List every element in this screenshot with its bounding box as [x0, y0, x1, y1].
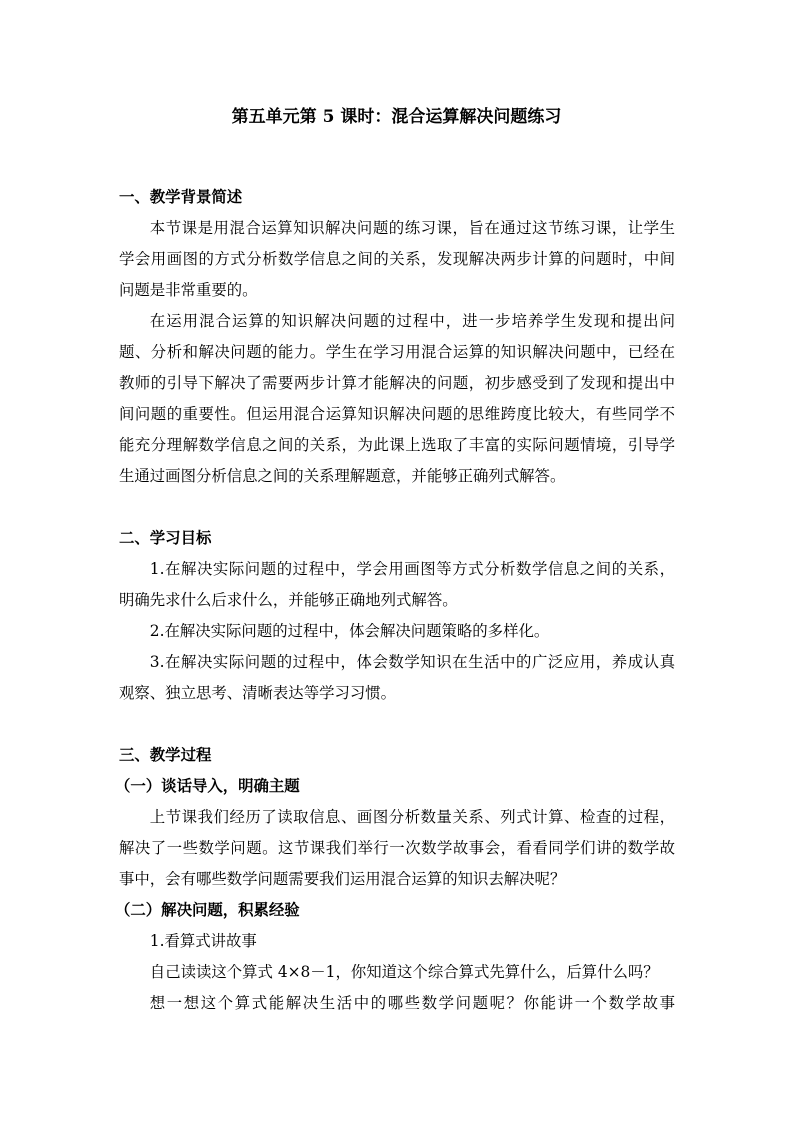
subsection-heading-solve: （二）解决问题，积累经验: [115, 901, 300, 919]
text-line: 生通过画图分析信息之间的关系理解题意，并能够正确列式解答。: [119, 467, 566, 485]
text-line: 2.在解决实际问题的过程中，体会解决问题策略的多样化。: [149, 622, 550, 640]
subsection-heading-intro: （一）谈话导入，明确主题: [115, 777, 300, 795]
text-line: 1.在解决实际问题的过程中，学会用画图等方式分析数学信息之间的关系，: [149, 560, 675, 578]
text-line: 本节课是用混合运算知识解决问题的练习课，旨在通过这节练习课，让学生: [149, 219, 675, 237]
text-line: 在运用混合运算的知识解决问题的过程中，进一步培养学生发现和提出问: [149, 312, 675, 330]
text-line: 解决了一些数学问题。这节课我们举行一次数学故事会，看看同学们讲的数学故: [119, 839, 675, 857]
paragraph-intro: [119, 802, 675, 895]
text-line: 事中，会有哪些数学问题需要我们运用混合运算的知识去解决呢？: [119, 870, 566, 888]
objective-2: [119, 616, 675, 647]
text-line: 题、分析和解决问题的能力。学生在学习用混合运算的知识解决问题中，已经在: [119, 343, 675, 361]
list-item-story: [119, 926, 675, 957]
section-heading-objectives: 二、学习目标: [119, 529, 212, 547]
text-line: 1.看算式讲故事: [149, 932, 257, 950]
section-heading-process: 三、教学过程: [119, 746, 212, 764]
section-heading-background: 一、教学背景简述: [119, 188, 243, 206]
text-line: 学会用画图的方式分析数学信息之间的关系，发现解决两步计算的问题时，中间: [119, 250, 675, 268]
document-title: 第五单元第 5 课时：混合运算解决问题练习: [231, 107, 562, 127]
text-line: 问题是非常重要的。: [119, 281, 258, 299]
text-line: 3.在解决实际问题的过程中，体会数学知识在生活中的广泛应用，养成认真: [149, 653, 675, 671]
text-line: 自己读读这个算式 4×8－1，你知道这个综合算式先算什么，后算什么吗？: [149, 963, 659, 981]
objective-1: [119, 554, 675, 616]
paragraph-think: [119, 988, 675, 1019]
paragraph-background-1: [119, 213, 675, 306]
document-body: [115, 182, 675, 1019]
text-line: 间问题的重要性。但运用混合运算知识解决问题的思维跨度比较大，有些同学不: [119, 405, 675, 423]
text-line: 能充分理解数学信息之间的关系，为此课上选取了丰富的实际问题情境，引导学: [119, 436, 675, 454]
paragraph-expression: [119, 957, 675, 988]
text-line: 明确先求什么后求什么，并能够正确地列式解答。: [119, 591, 458, 609]
text-line: 教师的引导下解决了需要两步计算才能解决的问题，初步感受到了发现和提出中: [119, 374, 675, 392]
text-line: 上节课我们经历了读取信息、画图分析数量关系、列式计算、检查的过程，: [149, 808, 675, 826]
text-line: 想一想这个算式能解决生活中的哪些数学问题呢？你能讲一个数学故事: [149, 994, 675, 1012]
text-line: 观察、独立思考、清晰表达等学习习惯。: [119, 684, 397, 702]
objective-3: [119, 647, 675, 709]
paragraph-background-2: [119, 306, 675, 492]
